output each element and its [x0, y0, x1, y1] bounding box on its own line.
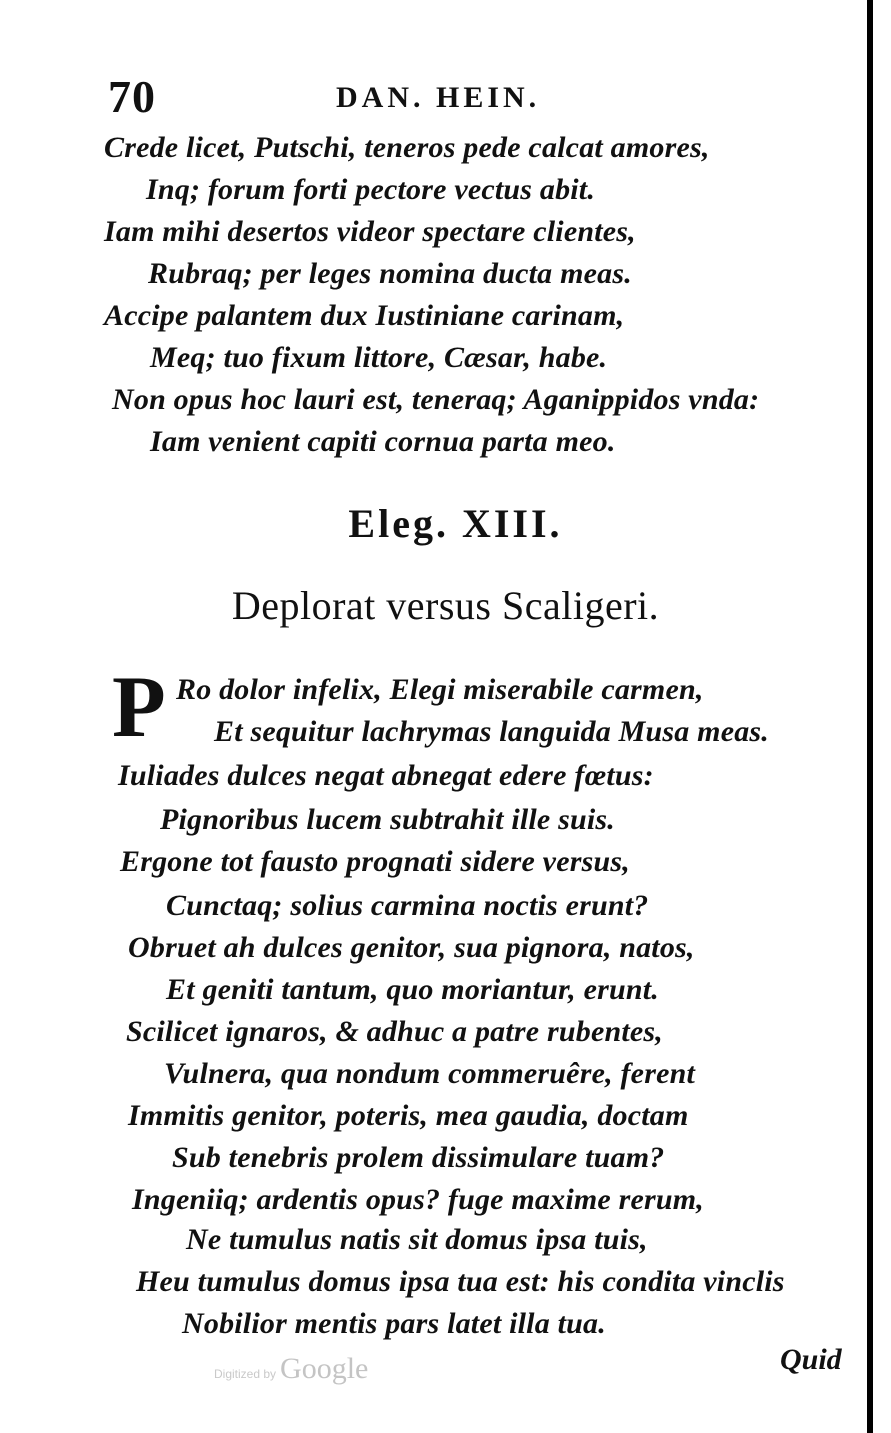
verse-line: Accipe palantem dux Iustiniane carinam, — [104, 299, 625, 332]
verse-line: Ne tumulus natis sit domus ipsa tuis, — [186, 1223, 648, 1256]
verse-line: Vulnera, qua nondum commeruêre, ferent — [164, 1057, 696, 1090]
verse-line: Ingeniiq; ardentis opus? fuge maxime rerum, — [132, 1183, 704, 1216]
verse-line: Immitis genitor, poteris, mea gaudia, doctam — [128, 1099, 689, 1132]
verse-line: Iam venient capiti cornua parta meo. — [150, 425, 616, 458]
verse-line: Scilicet ignaros, & adhuc a patre rubentes, — [126, 1015, 663, 1048]
verse-line: Iuliades dulces negat abnegat edere fœtus: — [118, 759, 654, 792]
verse-line: Crede licet, Putschi, teneros pede calcat amores, — [104, 131, 710, 164]
page-number: 70 — [108, 71, 156, 122]
catchword: Quid — [780, 1343, 842, 1376]
elegy-title: Eleg. XIII. — [348, 501, 563, 546]
page-edge-rule — [867, 0, 873, 1433]
verse-line: Inq; forum forti pectore vectus abit. — [146, 173, 596, 206]
digitization-watermark — [214, 1352, 368, 1386]
verse-line: Cunctaq; solius carmina noctis erunt? — [166, 889, 649, 922]
verse-line: Meq; tuo fixum littore, Cæsar, habe. — [150, 341, 608, 374]
running-head: DAN. HEIN. — [336, 81, 541, 114]
verse-line: Iam mihi desertos videor spectare clientes, — [104, 215, 636, 248]
verse-line: Pignoribus lucem subtrahit ille suis. — [160, 803, 616, 836]
watermark-brand: Google — [280, 1352, 369, 1385]
verse-line: Rubraq; per leges nomina ducta meas. — [148, 257, 632, 290]
drop-cap: P — [112, 659, 166, 756]
elegy-subtitle: Deplorat versus Scaligeri. — [231, 583, 660, 628]
verse-line: Obruet ah dulces genitor, sua pignora, natos, — [128, 931, 695, 964]
verse-line: Et sequitur lachrymas languida Musa meas. — [214, 715, 769, 748]
verse-line: Heu tumulus domus ipsa tua est: his condita vinclis — [136, 1265, 785, 1298]
verse-line: Et geniti tantum, quo moriantur, erunt. — [166, 973, 659, 1006]
verse-line: Non opus hoc lauri est, teneraq; Aganippidos vnda: — [112, 383, 760, 416]
verse-line: Ergone tot fausto prognati sidere versus, — [120, 845, 630, 878]
page-header — [108, 72, 808, 122]
verse-line: Nobilior mentis pars latet illa tua. — [182, 1307, 606, 1340]
verse-line: Sub tenebris prolem dissimulare tuam? — [172, 1141, 665, 1174]
verse-line: Ro dolor infelix, Elegi miserabile carmen, — [176, 673, 704, 706]
watermark-prefix: Digitized by — [214, 1367, 277, 1381]
